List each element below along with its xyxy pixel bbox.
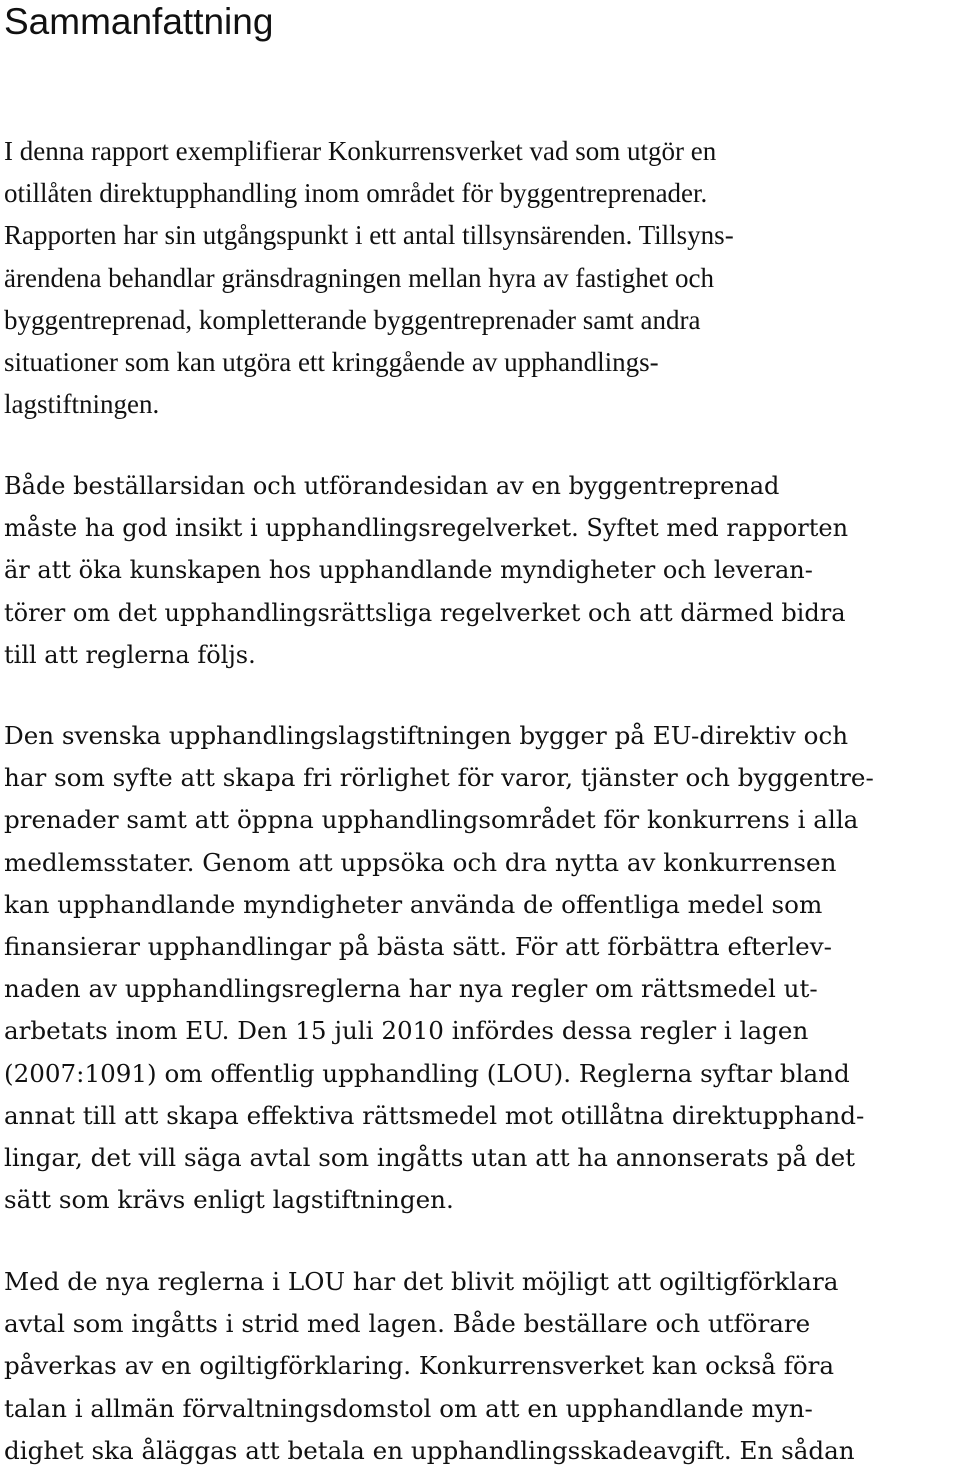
paragraph-line: Med de nya reglerna i LOU har det blivit möjligt att ogiltigförklara xyxy=(4,1267,839,1296)
paragraph-line: Både beställarsidan och utförandesidan av en byggentreprenad xyxy=(4,472,780,500)
paragraph-line: måste ha god insikt i upphandlingsregelverket. Syftet med rapporten xyxy=(4,514,849,543)
paragraph-line: ärendena behandlar gränsdragningen mellan hyra av fastighet och xyxy=(4,262,714,293)
paragraph-line: Rapporten har sin utgångspunkt i ett antal tillsynsärenden. Tillsyns- xyxy=(4,220,734,251)
paragraph-line: är att öka kunskapen hos upphandlande myndigheter och leveran- xyxy=(4,556,813,585)
paragraph-purpose xyxy=(4,465,848,676)
paragraph-legislation xyxy=(4,715,874,1221)
paragraph-line: lingar, det vill säga avtal som ingåtts utan att ha annonserats på det xyxy=(4,1143,856,1173)
paragraph-line: talan i allmän förvaltningsdomstol om att en upphandlande myn- xyxy=(4,1393,813,1423)
paragraph-line: påverkas av en ogiltigförklaring. Konkurrensverket kan också föra xyxy=(4,1351,835,1381)
paragraph-line: byggentreprenad, kompletterande byggentreprenader samt andra xyxy=(4,304,701,335)
paragraph-line: annat till att skapa effektiva rättsmedel mot otillåtna direktupphand- xyxy=(4,1100,865,1130)
paragraph-line: finansierar upphandlingar på bästa sätt. För att förbättra efterlev- xyxy=(4,932,832,962)
paragraph-line: arbetats inom EU. Den 15 juli 2010 infördes dessa regler i lagen xyxy=(4,1016,809,1046)
paragraph-line: situationer som kan utgöra ett kringgående av upphandlings- xyxy=(4,347,659,378)
paragraph-line: naden av upphandlingsreglerna har nya regler om rättsmedel ut- xyxy=(4,974,818,1004)
paragraph-line: avtal som ingåtts i strid med lagen. Både beställare och utförare xyxy=(4,1309,811,1339)
paragraph-line: törer om det upphandlingsrättsliga regelverket och att därmed bidra xyxy=(4,598,846,627)
paragraph-line: medlemsstater. Genom att uppsöka och dra nytta av konkurrensen xyxy=(4,847,837,877)
paragraph-line: lagstiftningen. xyxy=(4,389,160,420)
paragraph-line: kan upphandlande myndigheter använda de offentliga medel som xyxy=(4,889,823,919)
paragraph-line: (2007:1091) om offentlig upphandling (LOU). Reglerna syftar bland xyxy=(4,1058,850,1088)
paragraph-new-rules xyxy=(4,1261,855,1472)
paragraph-line: dighet ska åläggas att betala en upphandlingsskadeavgift. En sådan xyxy=(4,1435,855,1465)
paragraph-line: prenader samt att öppna upphandlingsområdet för konkurrens i alla xyxy=(4,805,859,835)
paragraph-line: I denna rapport exemplifierar Konkurrensverket vad som utgör en xyxy=(4,136,717,166)
paragraph-line: har som syfte att skapa fri rörlighet för varor, tjänster och byggentre- xyxy=(4,763,874,793)
paragraph-line: otillåten direktupphandling inom området för byggentreprenader. xyxy=(4,178,708,209)
paragraph-line: till att reglerna följs. xyxy=(4,640,256,669)
page-title: Sammanfattning xyxy=(4,1,274,42)
paragraph-line: sätt som krävs enligt lagstiftningen. xyxy=(4,1185,454,1215)
paragraph-line: Den svenska upphandlingslagstiftningen bygger på EU-direktiv och xyxy=(4,721,849,750)
paragraph-intro xyxy=(4,130,734,425)
